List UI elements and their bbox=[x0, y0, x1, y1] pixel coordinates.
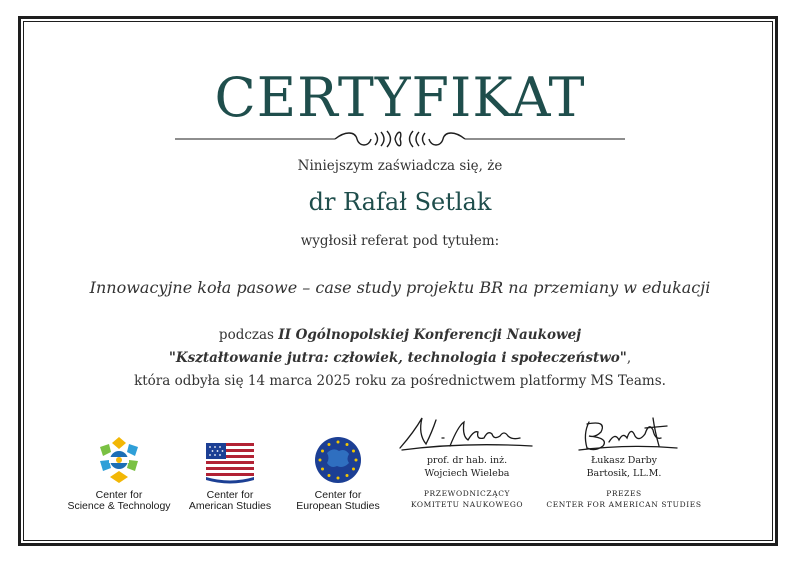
conference-theme-suffix: , bbox=[626, 350, 632, 366]
conference-name: II Ogólnopolskiej Konferencji Naukowej bbox=[278, 327, 582, 343]
intro-text: Niniejszym zaświadcza się, że bbox=[297, 158, 503, 174]
us-flag-book-icon bbox=[204, 440, 256, 485]
chair-role-line1: PRZEWODNICZĄCY bbox=[423, 489, 511, 498]
recipient-name: dr Rafał Setlak bbox=[308, 188, 492, 216]
logo-science-technology bbox=[64, 435, 174, 512]
logo-science-line2: Science & Technology bbox=[67, 500, 171, 512]
president-role-line1: PREZES bbox=[606, 489, 642, 498]
logo-european-line1: Center for bbox=[314, 489, 362, 501]
during-prefix: podczas bbox=[218, 327, 279, 343]
held-info: która odbyła się 14 marca 2025 roku za pośrednictwem platformy MS Teams. bbox=[134, 373, 666, 389]
conference-theme: "Kształtowanie jutra: człowiek, technologia i społeczeństwo" bbox=[168, 350, 627, 366]
eu-globe-icon bbox=[313, 435, 363, 485]
president-name-line1: Łukasz Darby bbox=[590, 455, 658, 466]
conference-line bbox=[0, 327, 800, 343]
handwritten-signature-wieleba bbox=[392, 412, 542, 454]
president-role-line2: CENTER FOR AMERICAN STUDIES bbox=[546, 500, 702, 509]
signature-block-president bbox=[540, 412, 708, 510]
chair-name-line2: Wojciech Wieleba bbox=[424, 468, 510, 479]
logo-european-line2: European Studies bbox=[296, 500, 380, 512]
chair-name-line1: prof. dr hab. inż. bbox=[426, 455, 508, 466]
certificate-title: CERTYFIKAT bbox=[214, 66, 586, 129]
logo-science-line1: Center for bbox=[95, 489, 143, 501]
science-technology-icon bbox=[94, 435, 144, 485]
talk-title: Innowacyjne koła pasowe – case study projektu BR na przemiany w edukacji bbox=[89, 278, 711, 297]
delivered-text: wygłosił referat pod tytułem: bbox=[300, 233, 500, 249]
handwritten-signature-bartosik bbox=[549, 412, 699, 454]
chair-role-line2: KOMITETU NAUKOWEGO bbox=[410, 500, 524, 509]
logo-european-studies bbox=[286, 435, 390, 512]
president-name-line2: Bartosik, LL.M. bbox=[586, 468, 662, 479]
conference-theme-line bbox=[0, 350, 800, 366]
logo-american-line2: American Studies bbox=[188, 500, 272, 512]
ornament-divider-icon bbox=[175, 128, 625, 150]
signature-block-chair bbox=[392, 412, 542, 510]
logo-american-line1: Center for bbox=[206, 489, 254, 501]
logo-american-studies bbox=[178, 440, 282, 512]
